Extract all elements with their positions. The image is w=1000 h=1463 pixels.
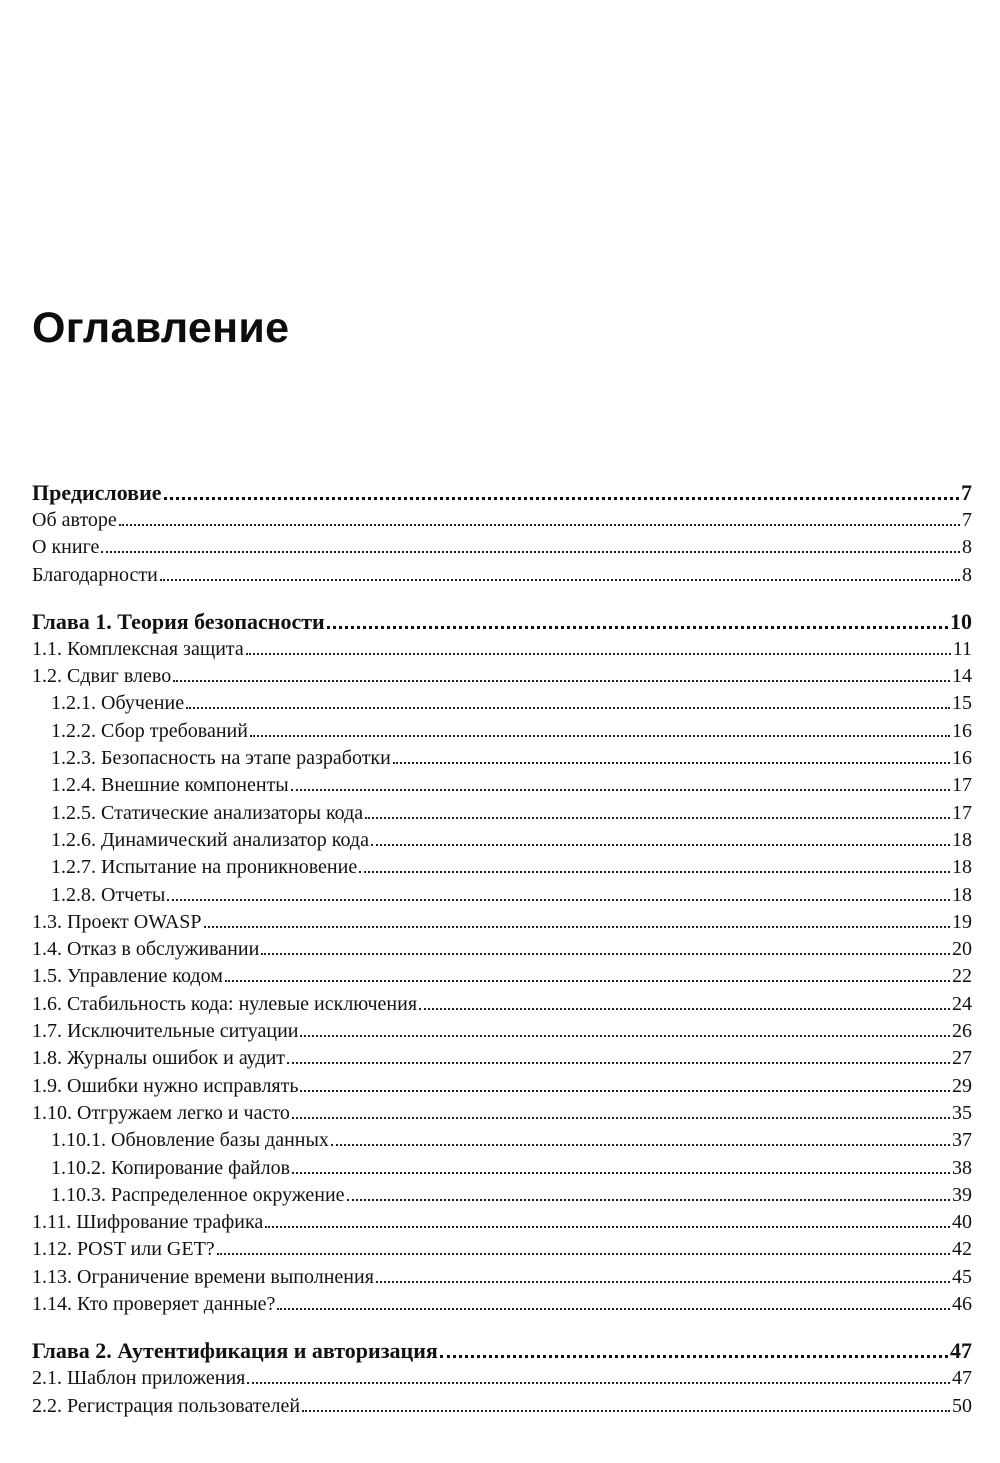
toc-entry-label: 1.10. Отгружаем легко и часто [32, 1101, 290, 1124]
toc-entry[interactable] [32, 936, 972, 963]
toc-page-number: 8 [962, 563, 972, 586]
toc-entry-label: О книге [32, 536, 100, 559]
toc-section [32, 1336, 972, 1420]
toc-entry-label: 1.9. Ошибки нужно исправлять [32, 1074, 299, 1097]
toc-page-number: 27 [952, 1047, 972, 1070]
toc-entry-label: 1.2.8. Отчеты [51, 883, 166, 906]
dot-leader [300, 1035, 950, 1037]
toc-page-number: 18 [952, 883, 972, 906]
toc-page-number: 39 [952, 1183, 972, 1206]
toc-entry-label: 2.2. Регистрация пользователей [32, 1394, 301, 1417]
toc-entry[interactable] [32, 1045, 972, 1072]
dot-leader [164, 497, 959, 500]
toc-entry[interactable] [32, 1182, 972, 1209]
toc-page-number: 14 [952, 665, 972, 688]
dot-leader [101, 551, 960, 553]
toc-entry-label: 1.8. Журналы ошибок и аудит [32, 1047, 286, 1070]
dot-leader [331, 1144, 950, 1146]
toc-page-number: 26 [952, 1020, 972, 1043]
toc-entry[interactable] [32, 963, 972, 990]
dot-leader [393, 762, 950, 764]
toc-entry[interactable] [32, 854, 972, 881]
dot-leader [292, 1172, 950, 1174]
toc-page-number: 18 [952, 828, 972, 851]
toc-page-number: 45 [952, 1265, 972, 1288]
toc-entry-label: 1.14. Кто проверяет данные? [32, 1293, 276, 1316]
toc-page-number: 16 [952, 747, 972, 770]
toc-entry-label: Глава 1. Теория безопасности [32, 608, 325, 634]
dot-leader [347, 1199, 950, 1201]
toc-entry[interactable] [32, 562, 972, 589]
toc-page-number: 15 [952, 692, 972, 715]
toc-chapter-heading[interactable] [32, 478, 972, 507]
page-title: Оглавление [32, 304, 290, 352]
toc-page-number: 18 [952, 856, 972, 879]
toc-entry-label: 1.2.2. Сбор требований [51, 719, 248, 742]
toc-page-number: 38 [952, 1156, 972, 1179]
toc-page-number: 50 [952, 1394, 972, 1417]
dot-leader [419, 1008, 950, 1010]
toc-entry[interactable] [32, 507, 972, 534]
toc-page-number: 47 [952, 1367, 972, 1390]
dot-leader [292, 1117, 950, 1119]
dot-leader [186, 707, 950, 709]
toc-entry[interactable] [32, 800, 972, 827]
toc-page-number: 7 [962, 509, 972, 531]
toc-entry-label: 1.11. Шифрование трафика [32, 1211, 264, 1234]
toc-entry[interactable] [32, 882, 972, 909]
toc-entry[interactable] [32, 1155, 972, 1182]
dot-leader [327, 626, 948, 629]
toc-entry-label: Предисловие [32, 480, 162, 505]
toc-chapter-heading[interactable] [32, 607, 972, 636]
toc-entry[interactable] [32, 1100, 972, 1127]
toc-page-number: 24 [952, 992, 972, 1015]
dot-leader [119, 524, 960, 526]
dot-leader [246, 653, 951, 655]
toc-page-number: 35 [952, 1101, 972, 1124]
toc-page-number: 20 [952, 938, 972, 961]
toc-entry-label: 1.2.3. Безопасность на этапе разработки [51, 747, 391, 770]
toc-page-number: 17 [952, 774, 972, 797]
toc-entry-label: 1.2. Сдвиг влево [32, 665, 172, 688]
toc-entry[interactable] [32, 827, 972, 854]
toc-page-number: 17 [952, 801, 972, 824]
toc-entry[interactable] [32, 1073, 972, 1100]
toc-entry[interactable] [32, 690, 972, 717]
toc-entry[interactable] [32, 718, 972, 745]
dot-leader [287, 1062, 950, 1064]
table-of-contents [32, 478, 972, 1420]
dot-leader [359, 871, 950, 873]
dot-leader [300, 1090, 950, 1092]
dot-leader [247, 1382, 950, 1384]
toc-section [32, 478, 972, 589]
toc-page-number: 22 [952, 965, 972, 988]
toc-entry-label: Благодарности [32, 563, 158, 586]
dot-leader [365, 817, 950, 819]
toc-entry-label: 1.2.1. Обучение [51, 692, 185, 715]
dot-leader [302, 1410, 950, 1412]
dot-leader [371, 844, 950, 846]
toc-entry[interactable] [32, 1018, 972, 1045]
toc-entry-label: 1.10.2. Копирование файлов [51, 1156, 291, 1179]
toc-page-number: 7 [961, 480, 972, 505]
toc-entry-label: 1.10.1. Обновление базы данных [51, 1129, 329, 1152]
toc-entry[interactable] [32, 1264, 972, 1291]
dot-leader [204, 926, 950, 928]
toc-page-number: 42 [952, 1238, 972, 1261]
dot-leader [277, 1308, 950, 1310]
dot-leader [160, 579, 960, 581]
dot-leader [173, 680, 950, 682]
toc-entry-label: 1.2.5. Статические анализаторы кода [51, 801, 364, 824]
dot-leader [291, 789, 950, 791]
toc-section [32, 607, 972, 1318]
toc-page-number: 10 [950, 608, 972, 634]
toc-entry-label: 1.12. POST или GET? [32, 1238, 215, 1261]
toc-entry-label: Об авторе [32, 509, 117, 531]
dot-leader [225, 980, 950, 982]
toc-entry[interactable] [32, 772, 972, 799]
toc-entry[interactable] [32, 991, 972, 1018]
toc-page-number: 40 [952, 1211, 972, 1234]
toc-page-number: 8 [962, 536, 972, 559]
toc-page-number: 46 [952, 1293, 972, 1316]
toc-entry-label: 1.5. Управление кодом [32, 965, 223, 988]
toc-entry[interactable] [32, 534, 972, 561]
toc-entry-label: 2.1. Шаблон приложения [32, 1367, 246, 1390]
toc-entry-label: 1.6. Стабильность кода: нулевые исключения [32, 992, 418, 1015]
toc-entry[interactable] [32, 1393, 972, 1420]
toc-entry-label: 1.13. Ограничение времени выполнения [32, 1265, 374, 1288]
toc-page-number: 47 [950, 1338, 972, 1364]
toc-entry-label: 1.2.6. Динамический анализатор кода [51, 828, 369, 851]
toc-entry[interactable] [32, 1291, 972, 1318]
toc-entry-label: 1.4. Отказ в обслуживании [32, 938, 260, 961]
toc-entry[interactable] [32, 745, 972, 772]
toc-entry-label: 1.3. Проект OWASP [32, 910, 202, 933]
toc-entry[interactable] [32, 1209, 972, 1236]
toc-entry[interactable] [32, 1127, 972, 1154]
toc-entry[interactable] [32, 636, 972, 663]
toc-page-number: 29 [952, 1074, 972, 1097]
dot-leader [376, 1281, 950, 1283]
toc-entry-label: Глава 2. Аутентификация и авторизация [32, 1338, 438, 1364]
toc-entry-label: 1.7. Исключительные ситуации [32, 1020, 299, 1043]
dot-leader [440, 1355, 948, 1358]
toc-entry[interactable] [32, 1236, 972, 1263]
toc-page-number: 37 [952, 1129, 972, 1152]
toc-entry[interactable] [32, 1365, 972, 1392]
toc-entry[interactable] [32, 663, 972, 690]
toc-page-number: 19 [952, 910, 972, 933]
dot-leader [265, 1226, 950, 1228]
dot-leader [261, 953, 950, 955]
dot-leader [250, 735, 950, 737]
toc-page-number: 11 [952, 637, 972, 660]
toc-entry-label: 1.1. Комплексная защита [32, 637, 244, 660]
toc-entry-label: 1.10.3. Распределенное окружение [51, 1183, 345, 1206]
toc-entry-label: 1.2.4. Внешние компоненты [51, 774, 289, 797]
dot-leader [217, 1253, 950, 1255]
dot-leader [167, 899, 950, 901]
toc-entry[interactable] [32, 909, 972, 936]
toc-entry-label: 1.2.7. Испытание на проникновение [51, 856, 358, 879]
toc-page-number: 16 [952, 719, 972, 742]
toc-chapter-heading[interactable] [32, 1336, 972, 1365]
